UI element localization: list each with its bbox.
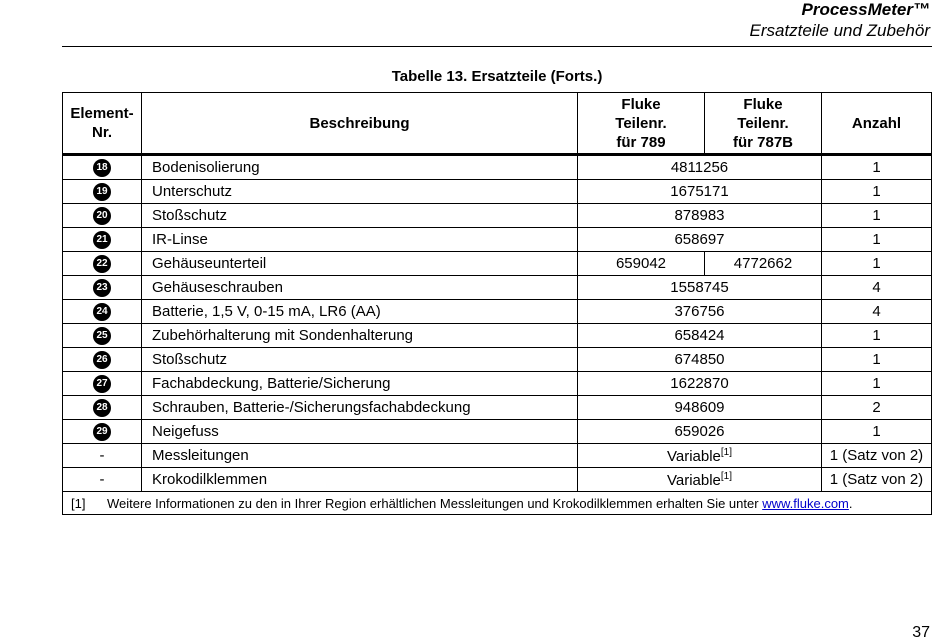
element-number-badge: 23 — [93, 279, 111, 297]
column-header-quantity: Anzahl — [822, 93, 932, 155]
part-number-value: Variable — [666, 471, 721, 489]
element-number-cell — [63, 300, 142, 324]
table-row — [63, 180, 932, 204]
column-header-line: Teilenr. — [737, 114, 789, 132]
description-cell: Schrauben, Batterie-/Sicherungsfachabdeckung — [142, 396, 578, 420]
element-number-badge: 18 — [93, 159, 111, 177]
element-number-badge: 25 — [93, 327, 111, 345]
description-cell: Unterschutz — [142, 180, 578, 204]
part-number-cell — [578, 372, 822, 396]
document-title: ProcessMeter™ — [801, 0, 930, 19]
part-number-cell — [578, 300, 822, 324]
element-number-cell — [63, 276, 142, 300]
part-number-cell — [578, 348, 822, 372]
table-row — [63, 420, 932, 444]
column-header-line: Element- — [70, 105, 134, 122]
description-cell: Stoßschutz — [142, 204, 578, 228]
table-caption: Tabelle 13. Ersatzteile (Forts.) — [391, 68, 603, 85]
element-number-cell — [63, 396, 142, 420]
description-cell: Fachabdeckung, Batterie/Sicherung — [142, 372, 578, 396]
part-number-cell — [578, 468, 822, 492]
part-number-cell — [578, 420, 822, 444]
description-cell: Krokodilklemmen — [142, 468, 578, 492]
element-number-cell — [63, 204, 142, 228]
quantity-cell: 1 — [822, 420, 932, 444]
part-number-cell — [578, 155, 822, 180]
table-row — [63, 396, 932, 420]
footnote-reference: [1] — [720, 446, 733, 458]
column-header-part-787b — [705, 93, 822, 155]
quantity-cell: 1 — [822, 204, 932, 228]
element-number-cell — [63, 155, 142, 180]
column-header-line: Nr. — [91, 124, 112, 141]
description-cell: Gehäuseschrauben — [142, 276, 578, 300]
footnote-mark: [1] — [71, 495, 86, 511]
element-number-badge: 27 — [93, 375, 111, 393]
quantity-cell: 4 — [822, 276, 932, 300]
part-number-value: Variable — [666, 447, 721, 465]
table-row — [63, 300, 932, 324]
part-number-value: 659026 — [674, 423, 725, 440]
quantity-cell: 1 — [822, 252, 932, 276]
quantity-cell: 1 — [822, 324, 932, 348]
element-number-badge: 22 — [93, 255, 111, 273]
element-number-badge: 29 — [93, 423, 111, 441]
description-cell: Messleitungen — [142, 444, 578, 468]
description-cell: Bodenisolierung — [142, 155, 578, 180]
description-cell: Neigefuss — [142, 420, 578, 444]
quantity-cell: 1 — [822, 348, 932, 372]
table-row — [63, 252, 932, 276]
column-header-line: Fluke — [743, 95, 783, 113]
footnote-end: . — [848, 495, 853, 511]
element-number-badge: 20 — [93, 207, 111, 225]
table-row — [63, 228, 932, 252]
element-number-cell: - — [63, 444, 142, 468]
part-number-value: 674850 — [674, 351, 725, 368]
table-row — [63, 468, 932, 492]
column-header-line: Teilenr. — [615, 114, 667, 132]
column-header-line: für 787B — [732, 133, 794, 151]
element-number-cell — [63, 420, 142, 444]
part-number-789-cell: 659042 — [578, 252, 705, 276]
table-row — [63, 204, 932, 228]
column-header-part-789 — [578, 93, 705, 155]
column-header-element-nr — [63, 93, 142, 155]
quantity-cell: 1 — [822, 155, 932, 180]
quantity-cell: 1 (Satz von 2) — [822, 444, 932, 468]
part-number-value: 1675171 — [670, 183, 729, 200]
table-header-row — [63, 93, 932, 155]
quantity-cell: 1 — [822, 372, 932, 396]
document-subtitle: Ersatzteile und Zubehör — [749, 21, 930, 40]
table-row — [63, 324, 932, 348]
element-number-badge: 24 — [93, 303, 111, 321]
part-number-cell — [578, 396, 822, 420]
column-header-line: Fluke — [621, 95, 661, 113]
part-number-cell — [578, 228, 822, 252]
page-number: 37 — [912, 624, 930, 641]
description-cell: Gehäuseunterteil — [142, 252, 578, 276]
part-number-value: 1622870 — [670, 375, 729, 392]
part-number-787b-cell: 4772662 — [705, 252, 822, 276]
element-number-cell — [63, 324, 142, 348]
part-number-value: 376756 — [674, 303, 725, 320]
footnote-reference: [1] — [720, 470, 733, 482]
quantity-cell: 1 — [822, 228, 932, 252]
footnote — [63, 492, 932, 515]
element-number-badge: 19 — [93, 183, 111, 201]
spare-parts-table — [62, 92, 932, 515]
footnote-text: Weitere Informationen zu den in Ihrer Region erhältlichen Messleitungen und Krokodilklemmen erhalten Sie unter — [107, 495, 763, 511]
description-cell: Stoßschutz — [142, 348, 578, 372]
quantity-cell: 1 — [822, 180, 932, 204]
element-number-badge: 28 — [93, 399, 111, 417]
element-number-badge: 21 — [93, 231, 111, 249]
element-number-cell: - — [63, 468, 142, 492]
table-row — [63, 155, 932, 180]
table-row — [63, 276, 932, 300]
description-cell: Batterie, 1,5 V, 0-15 mA, LR6 (AA) — [142, 300, 578, 324]
part-number-cell — [578, 444, 822, 468]
table-row — [63, 372, 932, 396]
column-header-description: Beschreibung — [142, 93, 578, 155]
element-number-cell — [63, 348, 142, 372]
description-cell: Zubehörhalterung mit Sondenhalterung — [142, 324, 578, 348]
description-cell: IR-Linse — [142, 228, 578, 252]
part-number-value: 658697 — [674, 231, 725, 248]
part-number-cell — [578, 204, 822, 228]
element-number-cell — [63, 252, 142, 276]
header-rule — [62, 46, 932, 47]
quantity-cell: 4 — [822, 300, 932, 324]
quantity-cell: 2 — [822, 396, 932, 420]
table-footer — [63, 492, 932, 515]
table-row — [63, 348, 932, 372]
part-number-cell — [578, 276, 822, 300]
table-body — [63, 155, 932, 492]
part-number-value: 4811256 — [670, 159, 729, 176]
part-number-value: 948609 — [674, 399, 725, 416]
element-number-cell — [63, 372, 142, 396]
column-header-line: für 789 — [616, 133, 666, 151]
fluke-website-link[interactable]: www.fluke.com — [762, 495, 849, 511]
part-number-value: 658424 — [674, 327, 725, 344]
part-number-cell — [578, 324, 822, 348]
part-number-value: 1558745 — [670, 279, 729, 296]
element-number-cell — [63, 228, 142, 252]
part-number-cell — [578, 180, 822, 204]
element-number-badge: 26 — [93, 351, 111, 369]
table-header — [63, 93, 932, 155]
element-number-cell — [63, 180, 142, 204]
table-row — [63, 444, 932, 468]
quantity-cell: 1 (Satz von 2) — [822, 468, 932, 492]
footnote-row — [63, 492, 932, 515]
part-number-value: 878983 — [674, 207, 725, 224]
